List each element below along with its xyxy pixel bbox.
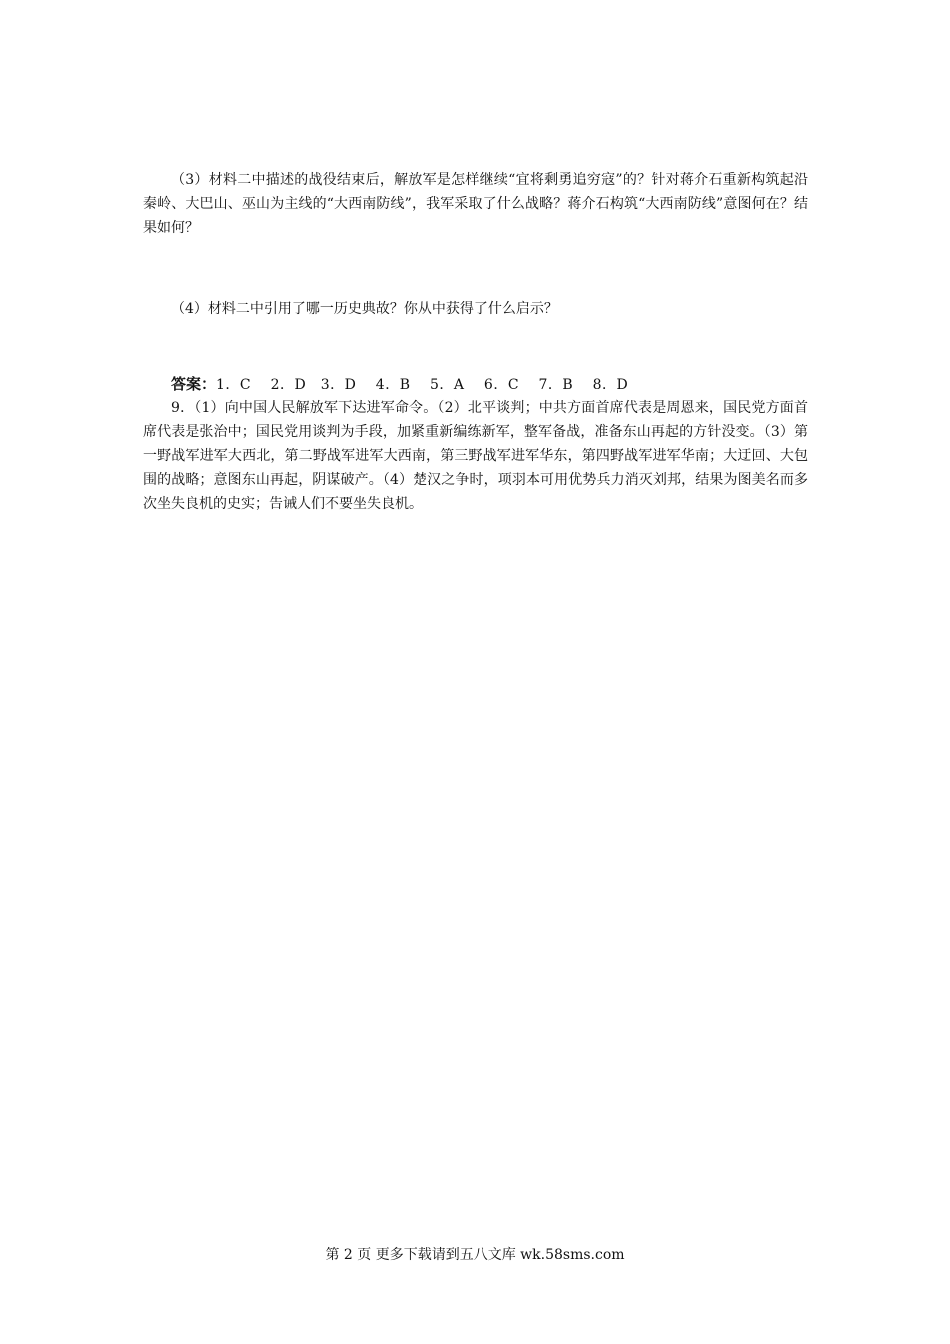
- page-footer: 第 2 页 更多下载请到五八文库 wk.58sms.com: [325, 1247, 625, 1263]
- question-3-text: （3）材料二中描述的战役结束后，解放军是怎样继续“宜将剩勇追穷寇”的？针对蒋介石重新构筑起沿秦岭、大巴山、巫山为主线的“大西南防线”，我军采取了什么战略？蒋介石构筑“大西南防线”意图何在？结果如何？: [143, 172, 808, 236]
- answers-choices: 1．C 2．D 3．D 4．B 5．A 6．C 7．B 8．D: [216, 377, 629, 393]
- answers-label: 答案：: [171, 375, 217, 393]
- answer-9-text: 9．（1）向中国人民解放军下达进军命令。（2）北平谈判；中共方面首席代表是周恩来，国民党方面首席代表是张治中；国民党用谈判为手段，加紧重新编练新军，整军备战，准备东山再起的方针没变。（3）第一野战军进军大西北，第二野战军进军大西南，第三野战军进军华东，第四野战军进军华南；大迂回、大包围的战略；意图东山再起，阴谋破产。（4）楚汉之争时，项羽本可用优势兵力消灭刘邦，结果为图美名而多次坐失良机的史实；告诫人们不要坐失良机。: [143, 400, 808, 512]
- answers-choice-line: [171, 372, 628, 397]
- question-4-text: （4）材料二中引用了哪一历史典故？你从中获得了什么启示？: [171, 301, 558, 317]
